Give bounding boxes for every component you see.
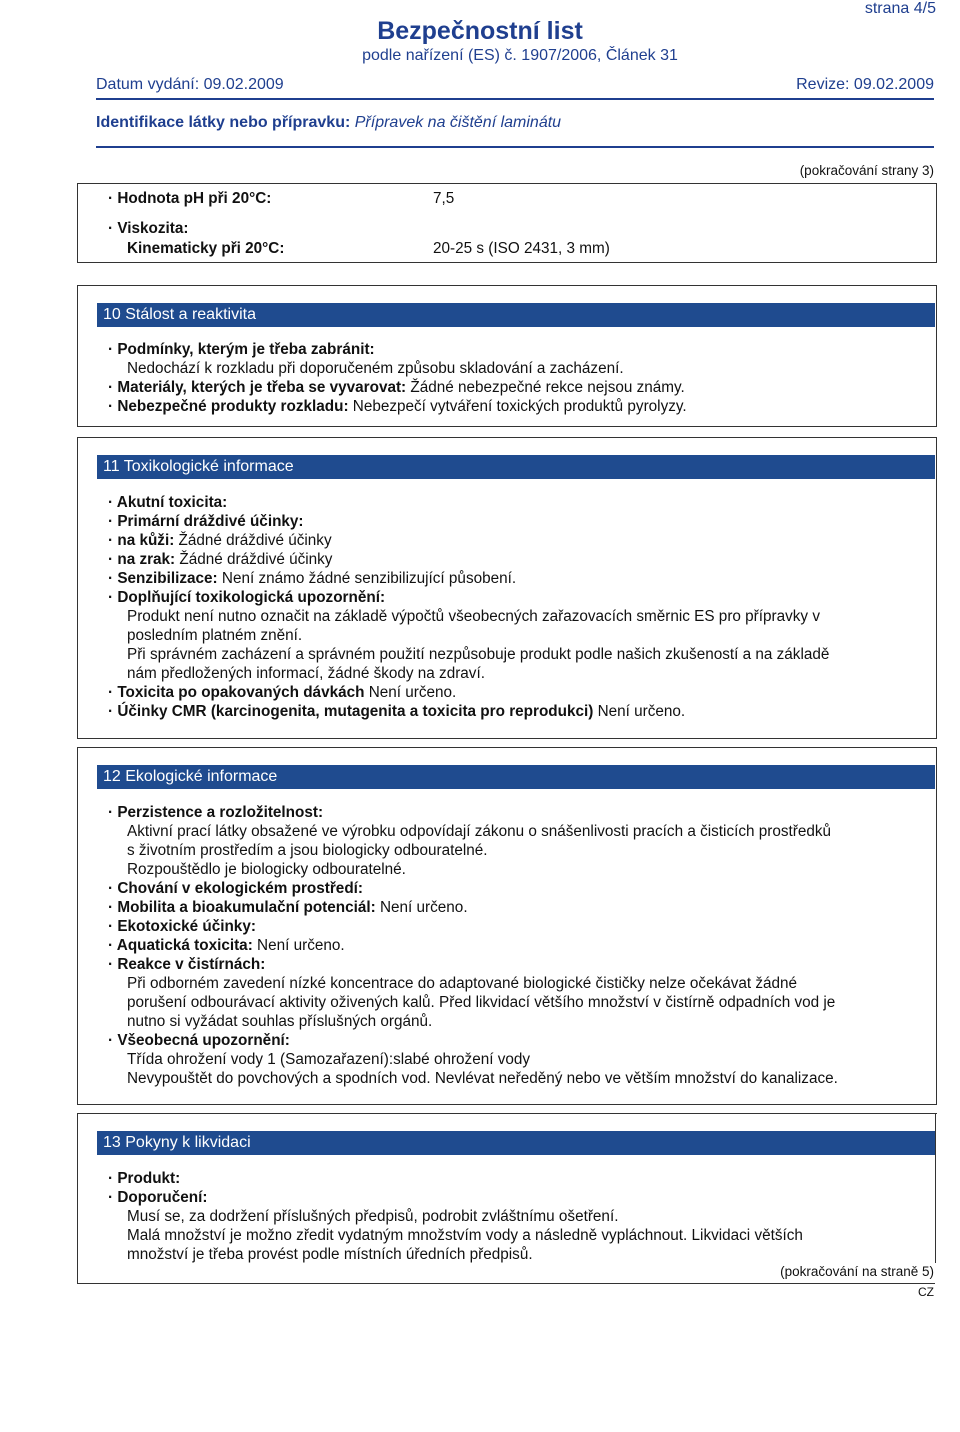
s13-recommendation-b: Malá množství je možno zředit vydatným množstvím vody a následně vypláchnout. Likvidaci větších — [127, 1227, 803, 1244]
document-subtitle: podle nařízení (ES) č. 1907/2006, Článek 31 — [362, 47, 678, 64]
section-13-top-border — [77, 1113, 937, 1114]
s13-recommendation-a: Musí se, za dodržení příslušných předpisů, podrobit zvláštnímu ošetření. — [127, 1208, 619, 1225]
s12-ecotoxic: · Ekotoxické účinky: — [108, 918, 256, 935]
s10-conditions-label: · Podmínky, kterým je třeba zabránit: — [108, 341, 375, 358]
product-identification — [96, 114, 561, 132]
s11-primary: · Primární dráždivé účinky: — [108, 513, 304, 530]
document-title: Bezpečnostní list — [377, 17, 583, 45]
s10-decomposition: · Nebezpečné produkty rozkladu: Nebezpečí vytváření toxických produktů pyrolyzy. — [108, 398, 687, 415]
section-11-title: 11 Toxikologické informace — [97, 455, 935, 479]
header-rule — [96, 98, 934, 100]
ident-rule — [96, 146, 934, 148]
s10-materials: · Materiály, kterých je třeba se vyvarovat: Žádné nebezpečné rekce nejsou známy. — [108, 379, 685, 396]
section-10-body — [108, 340, 928, 416]
kinematic-label: Kinematicky při 20°C: — [127, 240, 285, 257]
viscosity-label: · Viskozita: — [108, 220, 189, 237]
s11-skin: · na kůži: Žádné dráždivé účinky — [108, 532, 332, 549]
s12-persistence-c: Rozpouštědlo je biologicky odbouratelné. — [127, 861, 406, 878]
continued-to: (pokračování na straně 5) — [780, 1264, 934, 1279]
s12-treatment-label: · Reakce v čistírnách: — [108, 956, 266, 973]
s11-repeated-dose: · Toxicita po opakovaných dávkách Není určeno. — [108, 684, 457, 701]
language-code: CZ — [918, 1285, 934, 1299]
revision-date: Revize: 09.02.2009 — [796, 76, 934, 93]
s11-acute: · Akutní toxicita: — [108, 494, 228, 511]
page-number: strana 4/5 — [864, 0, 936, 17]
issue-date: Datum vydání: 09.02.2009 — [96, 76, 284, 93]
s12-general-label: · Všeobecná upozornění: — [108, 1032, 290, 1049]
s12-behaviour: · Chování v ekologickém prostředí: — [108, 880, 364, 897]
footer-rule — [77, 1283, 935, 1284]
s12-mobility: · Mobilita a bioakumulační potenciál: Není určeno. — [108, 899, 468, 916]
s11-additional-1b: posledním platném znění. — [127, 627, 303, 644]
kinematic-value: 20-25 s (ISO 2431, 3 mm) — [433, 240, 610, 257]
section-10-title: 10 Stálost a reaktivita — [97, 303, 935, 327]
s13-recommendation-c: množství je třeba provést podle místních úředních předpisů. — [127, 1246, 533, 1263]
s12-treatment-b: porušení odbourávací aktivity oživených kalů. Před likvidací většího množství v čistírně odpadních vod je — [127, 994, 836, 1011]
section-13-left-border — [77, 1113, 78, 1283]
s12-persistence-a: Aktivní prací látky obsažené ve výrobku odpovídají zákonu o snášenlivosti pracích a čisticích prostředků — [127, 823, 832, 840]
section-12-title: 12 Ekologické informace — [97, 765, 935, 789]
s12-persistence-b: s životním prostředím a jsou biologicky odbouratelné. — [127, 842, 488, 859]
ident-value: Přípravek na čištění laminátu — [354, 114, 562, 131]
s11-additional-label: · Doplňující toxikologická upozornění: — [108, 589, 386, 606]
s11-eyes: · na zrak: Žádné dráždivé účinky — [108, 551, 333, 568]
s12-treatment-a: Při odborném zavedení nízké koncentrace do adaptované biologické čističky nelze očekávat žádné — [127, 975, 798, 992]
section-13-body — [108, 1169, 928, 1264]
s11-sensitization: · Senzibilizace: Není známo žádné senzibilizující působení. — [108, 570, 517, 587]
section-11-body — [108, 493, 928, 721]
s11-additional-1a: Produkt není nutno označit na základě výpočtů všeobecných zařazovacích směrnic ES pro přípravky v — [127, 608, 820, 625]
ph-value: 7,5 — [433, 190, 455, 207]
s12-general-a: Třída ohrožení vody 1 (Samozařazení):slabé ohrožení vody — [127, 1051, 531, 1068]
s13-recommendation-label: · Doporučení: — [108, 1189, 208, 1206]
s12-treatment-c: nutno si vyžádat souhlas příslušných orgánů. — [127, 1013, 433, 1030]
s11-additional-2b: nám předložených informací, žádné škody na zdraví. — [127, 665, 485, 682]
s10-conditions-text: Nedochází k rozkladu při doporučeném způsobu skladování a zacházení. — [127, 360, 624, 377]
section-13-title: 13 Pokyny k likvidaci — [97, 1131, 935, 1155]
s13-product: · Produkt: — [108, 1170, 181, 1187]
s12-general-b: Nevypouštět do povchových a spodních vod. Nevlévat neředěný nebo ve větším množství do kanalizace. — [127, 1070, 838, 1087]
s12-persistence-label: · Perzistence a rozložitelnost: — [108, 804, 324, 821]
properties-block — [108, 189, 928, 259]
continued-from: (pokračování strany 3) — [799, 163, 934, 178]
section-12-body — [108, 803, 928, 1088]
s11-cmr: · Účinky CMR (karcinogenita, mutagenita a toxicita pro reprodukci) Není určeno. — [108, 703, 686, 720]
s12-aquatic: · Aquatická toxicita: Není určeno. — [108, 937, 345, 954]
s11-additional-2a: Při správném zacházení a správném použití nezpůsobuje produkt podle našich zkušeností a na základě — [127, 646, 830, 663]
ident-label: Identifikace látky nebo přípravku: — [96, 114, 351, 131]
ph-label: · Hodnota pH při 20°C: — [108, 190, 272, 207]
section-13-right-border — [935, 1113, 936, 1263]
